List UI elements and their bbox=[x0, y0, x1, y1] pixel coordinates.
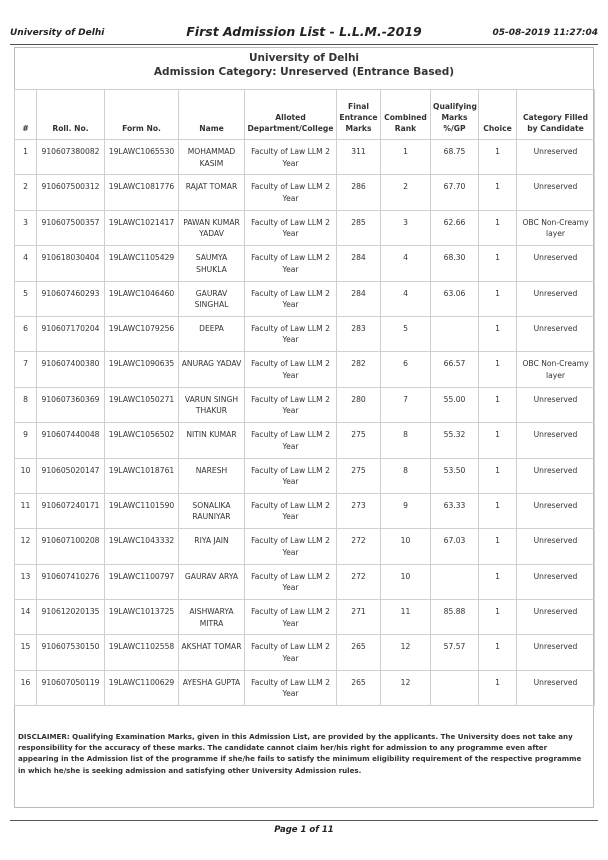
cell-index: 5 bbox=[15, 281, 37, 316]
col-header-category: Category Filled by Candidate bbox=[517, 90, 595, 140]
cell-entrance-marks: 271 bbox=[337, 600, 381, 635]
cell-department: Faculty of Law LLM 2 Year bbox=[245, 635, 337, 670]
header-university: University of Delhi bbox=[10, 28, 105, 38]
cell-name: AYESHA GUPTA bbox=[179, 670, 245, 705]
cell-combined-rank: 5 bbox=[381, 316, 431, 351]
cell-roll-no: 910607240171 bbox=[37, 493, 105, 528]
cell-form-no: 19LAWC1105429 bbox=[105, 246, 179, 281]
cell-qualifying-marks: 63.33 bbox=[431, 493, 479, 528]
cell-entrance-marks: 275 bbox=[337, 458, 381, 493]
cell-form-no: 19LAWC1046460 bbox=[105, 281, 179, 316]
cell-qualifying-marks: 55.32 bbox=[431, 423, 479, 458]
cell-roll-no: 910607440048 bbox=[37, 423, 105, 458]
cell-roll-no: 910607360369 bbox=[37, 387, 105, 422]
cell-entrance-marks: 284 bbox=[337, 246, 381, 281]
col-header-choice: Choice bbox=[479, 90, 517, 140]
table-row bbox=[15, 281, 595, 316]
cell-department: Faculty of Law LLM 2 Year bbox=[245, 175, 337, 210]
col-header-department: Alloted Department/College bbox=[245, 90, 337, 140]
cell-index: 6 bbox=[15, 316, 37, 351]
cell-name: NARESH bbox=[179, 458, 245, 493]
cell-department: Faculty of Law LLM 2 Year bbox=[245, 281, 337, 316]
page-header bbox=[10, 26, 598, 42]
cell-form-no: 19LAWC1065530 bbox=[105, 140, 179, 175]
cell-choice: 1 bbox=[479, 210, 517, 245]
cell-choice: 1 bbox=[479, 140, 517, 175]
cell-form-no: 19LAWC1013725 bbox=[105, 600, 179, 635]
col-header-roll-no: Roll. No. bbox=[37, 90, 105, 140]
cell-choice: 1 bbox=[479, 600, 517, 635]
cell-roll-no: 910607460293 bbox=[37, 281, 105, 316]
cell-combined-rank: 1 bbox=[381, 140, 431, 175]
cell-department: Faculty of Law LLM 2 Year bbox=[245, 246, 337, 281]
cell-choice: 1 bbox=[479, 423, 517, 458]
cell-choice: 1 bbox=[479, 493, 517, 528]
table-row bbox=[15, 210, 595, 245]
cell-index: 10 bbox=[15, 458, 37, 493]
cell-choice: 1 bbox=[479, 352, 517, 387]
cell-department: Faculty of Law LLM 2 Year bbox=[245, 423, 337, 458]
cell-form-no: 19LAWC1079256 bbox=[105, 316, 179, 351]
cell-category: Unreserved bbox=[517, 600, 595, 635]
cell-form-no: 19LAWC1050271 bbox=[105, 387, 179, 422]
col-header-combined-rank: Combined Rank bbox=[381, 90, 431, 140]
cell-roll-no: 910605020147 bbox=[37, 458, 105, 493]
cell-index: 4 bbox=[15, 246, 37, 281]
col-header-name: Name bbox=[179, 90, 245, 140]
cell-name: ANURAG YADAV bbox=[179, 352, 245, 387]
page-number: Page 1 of 11 bbox=[274, 825, 334, 835]
title-category: Admission Category: Unreserved (Entrance Based) bbox=[153, 66, 455, 78]
cell-choice: 1 bbox=[479, 670, 517, 705]
cell-qualifying-marks: 62.66 bbox=[431, 210, 479, 245]
cell-category: Unreserved bbox=[517, 140, 595, 175]
col-header-index: # bbox=[15, 90, 37, 140]
cell-index: 15 bbox=[15, 635, 37, 670]
cell-combined-rank: 10 bbox=[381, 529, 431, 564]
cell-qualifying-marks bbox=[431, 316, 479, 351]
cell-qualifying-marks: 57.57 bbox=[431, 635, 479, 670]
cell-choice: 1 bbox=[479, 281, 517, 316]
cell-category: Unreserved bbox=[517, 670, 595, 705]
cell-qualifying-marks: 63.06 bbox=[431, 281, 479, 316]
table-row bbox=[15, 600, 595, 635]
cell-category: Unreserved bbox=[517, 529, 595, 564]
title-university: University of Delhi bbox=[248, 52, 360, 64]
cell-choice: 1 bbox=[479, 175, 517, 210]
table-row bbox=[15, 635, 595, 670]
cell-name: PAWAN KUMAR YADAV bbox=[179, 210, 245, 245]
table-row bbox=[15, 564, 595, 599]
cell-name: RAJAT TOMAR bbox=[179, 175, 245, 210]
col-header-qualifying-marks: Qualifying Marks %/GP bbox=[431, 90, 479, 140]
cell-category: Unreserved bbox=[517, 493, 595, 528]
cell-department: Faculty of Law LLM 2 Year bbox=[245, 352, 337, 387]
cell-index: 3 bbox=[15, 210, 37, 245]
cell-name: AISHWARYA MITRA bbox=[179, 600, 245, 635]
header-divider bbox=[10, 44, 598, 45]
header-timestamp: 05-08-2019 11:27:04 bbox=[492, 28, 598, 38]
cell-department: Faculty of Law LLM 2 Year bbox=[245, 600, 337, 635]
title-block bbox=[14, 51, 594, 79]
cell-category: OBC Non-Creamy layer bbox=[517, 352, 595, 387]
cell-form-no: 19LAWC1043332 bbox=[105, 529, 179, 564]
cell-category: Unreserved bbox=[517, 175, 595, 210]
cell-name: RIYA JAIN bbox=[179, 529, 245, 564]
cell-name: AKSHAT TOMAR bbox=[179, 635, 245, 670]
cell-index: 9 bbox=[15, 423, 37, 458]
cell-category: Unreserved bbox=[517, 458, 595, 493]
cell-name: NITIN KUMAR bbox=[179, 423, 245, 458]
cell-index: 16 bbox=[15, 670, 37, 705]
cell-combined-rank: 2 bbox=[381, 175, 431, 210]
col-header-entrance-marks: Final Entrance Marks bbox=[337, 90, 381, 140]
col-header-form-no: Form No. bbox=[105, 90, 179, 140]
cell-combined-rank: 4 bbox=[381, 246, 431, 281]
cell-entrance-marks: 286 bbox=[337, 175, 381, 210]
table-row bbox=[15, 529, 595, 564]
cell-department: Faculty of Law LLM 2 Year bbox=[245, 387, 337, 422]
table-row bbox=[15, 140, 595, 175]
cell-qualifying-marks: 68.30 bbox=[431, 246, 479, 281]
cell-index: 7 bbox=[15, 352, 37, 387]
cell-roll-no: 910612020135 bbox=[37, 600, 105, 635]
cell-combined-rank: 12 bbox=[381, 670, 431, 705]
cell-entrance-marks: 283 bbox=[337, 316, 381, 351]
cell-entrance-marks: 273 bbox=[337, 493, 381, 528]
cell-index: 14 bbox=[15, 600, 37, 635]
cell-form-no: 19LAWC1100797 bbox=[105, 564, 179, 599]
cell-qualifying-marks: 68.75 bbox=[431, 140, 479, 175]
cell-department: Faculty of Law LLM 2 Year bbox=[245, 529, 337, 564]
cell-roll-no: 910607170204 bbox=[37, 316, 105, 351]
cell-name: VARUN SINGH THAKUR bbox=[179, 387, 245, 422]
cell-form-no: 19LAWC1056502 bbox=[105, 423, 179, 458]
table-row bbox=[15, 493, 595, 528]
cell-name: GAURAV SINGHAL bbox=[179, 281, 245, 316]
cell-name: MOHAMMAD KASIM bbox=[179, 140, 245, 175]
cell-combined-rank: 6 bbox=[381, 352, 431, 387]
cell-entrance-marks: 272 bbox=[337, 564, 381, 599]
cell-form-no: 19LAWC1101590 bbox=[105, 493, 179, 528]
cell-roll-no: 910607400380 bbox=[37, 352, 105, 387]
cell-entrance-marks: 265 bbox=[337, 670, 381, 705]
cell-name: GAURAV ARYA bbox=[179, 564, 245, 599]
cell-form-no: 19LAWC1081776 bbox=[105, 175, 179, 210]
cell-entrance-marks: 285 bbox=[337, 210, 381, 245]
cell-combined-rank: 9 bbox=[381, 493, 431, 528]
table-row bbox=[15, 352, 595, 387]
cell-index: 13 bbox=[15, 564, 37, 599]
cell-entrance-marks: 272 bbox=[337, 529, 381, 564]
footer-divider bbox=[10, 820, 598, 821]
cell-roll-no: 910607410276 bbox=[37, 564, 105, 599]
cell-choice: 1 bbox=[479, 635, 517, 670]
cell-qualifying-marks: 55.00 bbox=[431, 387, 479, 422]
table-row bbox=[15, 423, 595, 458]
table-row bbox=[15, 387, 595, 422]
cell-combined-rank: 12 bbox=[381, 635, 431, 670]
table-header-row bbox=[15, 90, 595, 140]
cell-choice: 1 bbox=[479, 246, 517, 281]
cell-entrance-marks: 311 bbox=[337, 140, 381, 175]
cell-department: Faculty of Law LLM 2 Year bbox=[245, 458, 337, 493]
table-row bbox=[15, 670, 595, 705]
cell-form-no: 19LAWC1018761 bbox=[105, 458, 179, 493]
cell-choice: 1 bbox=[479, 458, 517, 493]
cell-department: Faculty of Law LLM 2 Year bbox=[245, 493, 337, 528]
cell-combined-rank: 11 bbox=[381, 600, 431, 635]
cell-combined-rank: 4 bbox=[381, 281, 431, 316]
cell-name: SONALIKA RAUNIYAR bbox=[179, 493, 245, 528]
cell-category: Unreserved bbox=[517, 246, 595, 281]
cell-combined-rank: 10 bbox=[381, 564, 431, 599]
cell-combined-rank: 3 bbox=[381, 210, 431, 245]
cell-choice: 1 bbox=[479, 387, 517, 422]
cell-qualifying-marks bbox=[431, 564, 479, 599]
cell-category: OBC Non-Creamy layer bbox=[517, 210, 595, 245]
cell-roll-no: 910607100208 bbox=[37, 529, 105, 564]
cell-category: Unreserved bbox=[517, 564, 595, 599]
cell-department: Faculty of Law LLM 2 Year bbox=[245, 564, 337, 599]
cell-choice: 1 bbox=[479, 529, 517, 564]
cell-combined-rank: 7 bbox=[381, 387, 431, 422]
cell-qualifying-marks bbox=[431, 670, 479, 705]
cell-entrance-marks: 275 bbox=[337, 423, 381, 458]
cell-roll-no: 910607500312 bbox=[37, 175, 105, 210]
cell-combined-rank: 8 bbox=[381, 423, 431, 458]
cell-qualifying-marks: 67.03 bbox=[431, 529, 479, 564]
cell-index: 2 bbox=[15, 175, 37, 210]
cell-category: Unreserved bbox=[517, 423, 595, 458]
cell-roll-no: 910607050119 bbox=[37, 670, 105, 705]
cell-department: Faculty of Law LLM 2 Year bbox=[245, 140, 337, 175]
table-row bbox=[15, 246, 595, 281]
cell-department: Faculty of Law LLM 2 Year bbox=[245, 670, 337, 705]
cell-entrance-marks: 282 bbox=[337, 352, 381, 387]
cell-choice: 1 bbox=[479, 316, 517, 351]
disclaimer: DISCLAIMER: Qualifying Examination Marks, given in this Admission List, are provided by the applicants. The University does not take any responsibility for the accuracy of these marks. The candidate cannot claim her/his right for admission to any programme even after appearing in the Admission list of the programme if she/he fails to satisfy the minimum eligibility requirement of the respective programme in which he/she is seeking admission and satisfying other University Admission rules. bbox=[18, 732, 582, 775]
table-row bbox=[15, 175, 595, 210]
cell-category: Unreserved bbox=[517, 387, 595, 422]
cell-roll-no: 910618030404 bbox=[37, 246, 105, 281]
cell-entrance-marks: 280 bbox=[337, 387, 381, 422]
admission-table bbox=[14, 89, 595, 706]
cell-choice: 1 bbox=[479, 564, 517, 599]
table-row bbox=[15, 458, 595, 493]
cell-form-no: 19LAWC1021417 bbox=[105, 210, 179, 245]
cell-category: Unreserved bbox=[517, 635, 595, 670]
cell-qualifying-marks: 53.50 bbox=[431, 458, 479, 493]
cell-roll-no: 910607530150 bbox=[37, 635, 105, 670]
cell-name: SAUMYA SHUKLA bbox=[179, 246, 245, 281]
cell-form-no: 19LAWC1100629 bbox=[105, 670, 179, 705]
cell-index: 1 bbox=[15, 140, 37, 175]
cell-index: 8 bbox=[15, 387, 37, 422]
cell-category: Unreserved bbox=[517, 281, 595, 316]
cell-form-no: 19LAWC1090635 bbox=[105, 352, 179, 387]
cell-roll-no: 910607500357 bbox=[37, 210, 105, 245]
cell-index: 11 bbox=[15, 493, 37, 528]
cell-department: Faculty of Law LLM 2 Year bbox=[245, 210, 337, 245]
cell-category: Unreserved bbox=[517, 316, 595, 351]
cell-name: DEEPA bbox=[179, 316, 245, 351]
cell-entrance-marks: 265 bbox=[337, 635, 381, 670]
cell-qualifying-marks: 67.70 bbox=[431, 175, 479, 210]
cell-combined-rank: 8 bbox=[381, 458, 431, 493]
cell-department: Faculty of Law LLM 2 Year bbox=[245, 316, 337, 351]
cell-qualifying-marks: 66.57 bbox=[431, 352, 479, 387]
cell-qualifying-marks: 85.88 bbox=[431, 600, 479, 635]
cell-entrance-marks: 284 bbox=[337, 281, 381, 316]
header-list-title: First Admission List - L.L.M.-2019 bbox=[186, 24, 422, 39]
cell-form-no: 19LAWC1102558 bbox=[105, 635, 179, 670]
table-row bbox=[15, 316, 595, 351]
cell-roll-no: 910607380082 bbox=[37, 140, 105, 175]
cell-index: 12 bbox=[15, 529, 37, 564]
